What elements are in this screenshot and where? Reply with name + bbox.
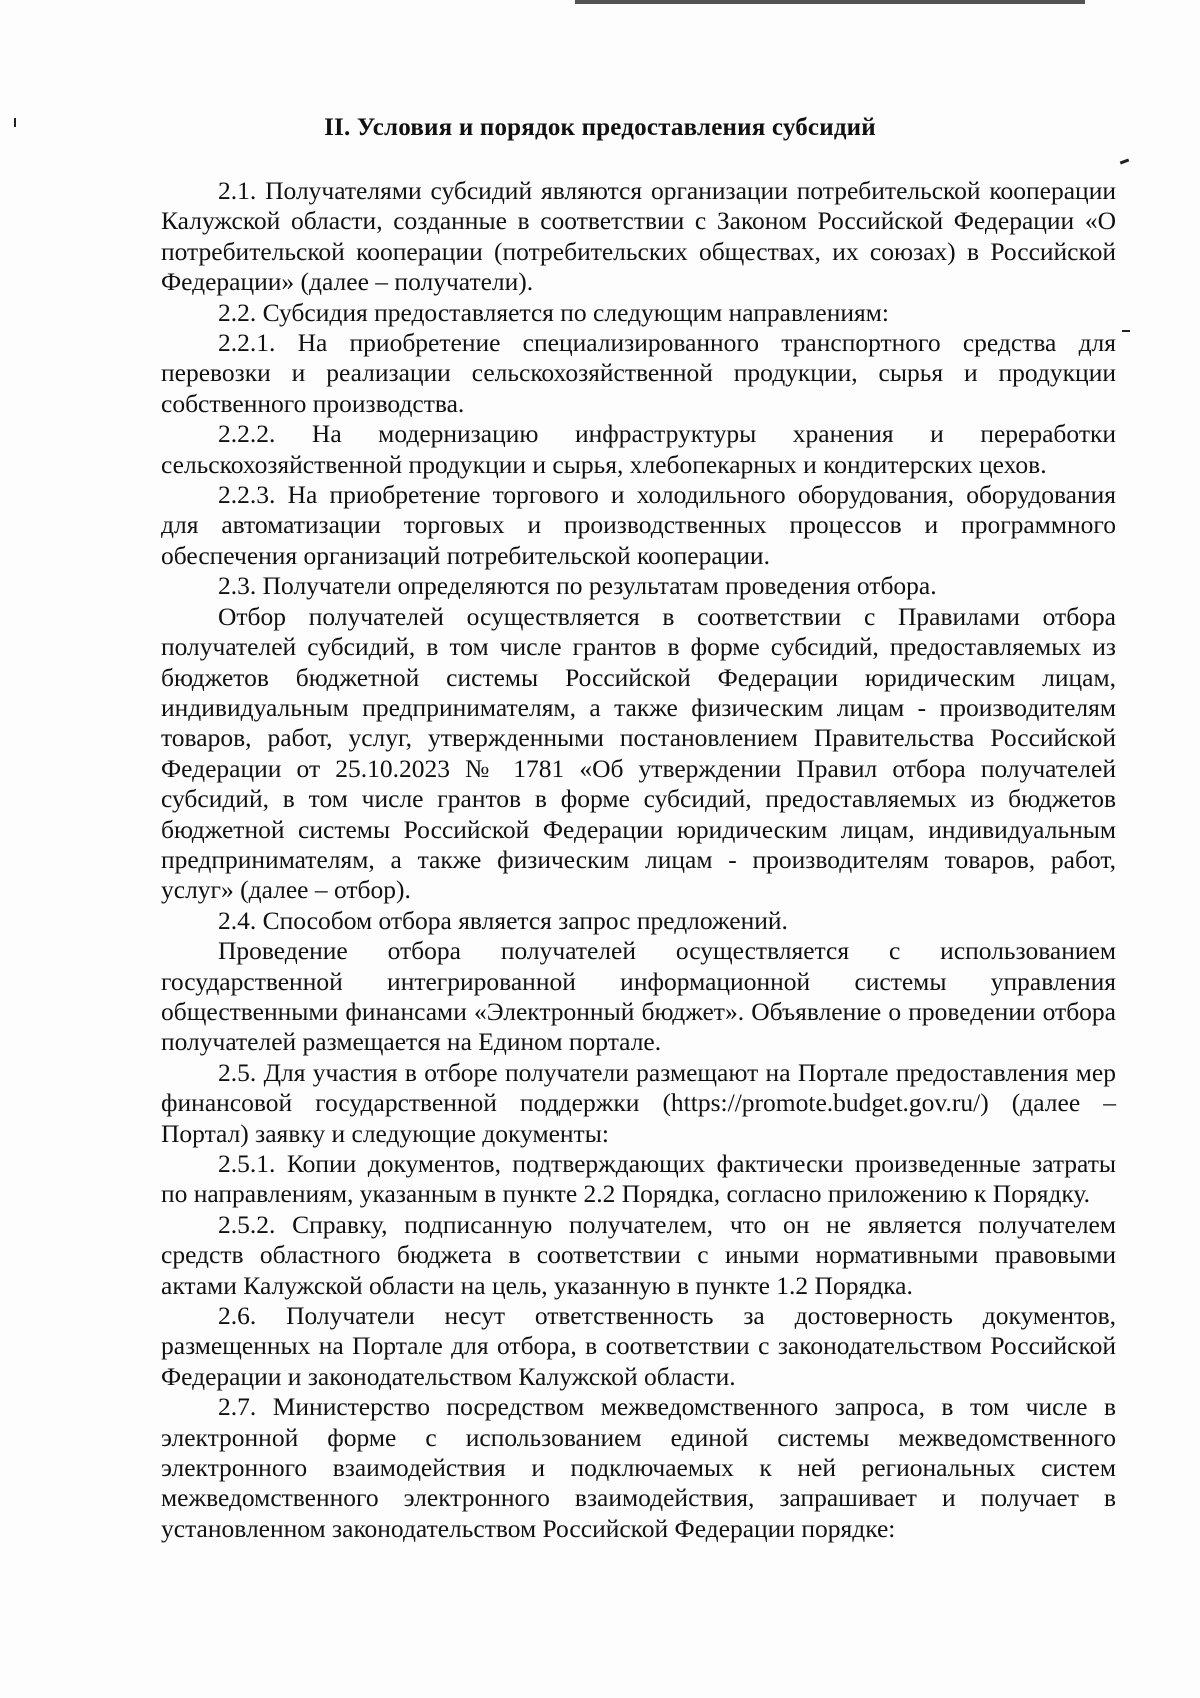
- paragraph-2-7: 2.7. Министерство посредством межведомственного запроса, в том числе в электронной форме с использованием единой системы межведомственного электронного взаимодействия и подключаемых к ней региональных систем межведомственного электронного взаимодействия, запрашивает и получает в установленном законодательством Российской Федерации порядке:: [161, 1392, 1116, 1543]
- paragraph-2-2: 2.2. Субсидия предоставляется по следующим направлениям:: [218, 297, 889, 327]
- paragraph-2-5-2: 2.5.2. Справку, подписанную получателем, что он не является получателем средств областного бюджета в соответствии с иными нормативными правовыми актами Калужской области на цель, указанную в пункте 1.2 Порядка.: [161, 1209, 1116, 1300]
- paragraph-2-3: 2.3. Получатели определяются по результатам проведения отбора.: [218, 571, 937, 601]
- paragraph-2-6: 2.6. Получатели несут ответственность за достоверность документов, размещенных на Портале для отбора, в соответствии с законодательством Российской Федерации и законодательством Калужской области.: [161, 1301, 1116, 1391]
- paragraph-2-1: 2.1. Получателями субсидий являются организации потребительской кооперации Калужской области, созданные в соответствии с Законом Российской Федерации «О потребительской кооперации (потребительских обществах, их союзах) в Российской Федерации» (далее – получатели).: [161, 176, 1116, 297]
- paragraph-selection-rules: Отбор получателей осуществляется в соответствии с Правилами отбора получателей субсидий, в том числе грантов в форме субсидий, предоставляемых из бюджетов бюджетной системы Российской Федерации юридическим лицам, индивидуальным предпринимателям, а также физическим лицам - производителям товаров, работ, услуг, утвержденными постановлением Правительства Российской Федерации от 25.10.2023 № 1781 «Об утверждении Правил отбора получателей субсидий, в том числе грантов в форме субсидий, предоставляемых из бюджетов бюджетной системы Российской Федерации юридическим лицам, индивидуальным предпринимателям, а также физическим лицам - производителям товаров, работ, услуг» (далее – отбор).: [161, 601, 1116, 905]
- paragraph-2-5-1: 2.5.1. Копии документов, подтверждающих фактически произведенные затраты по направлениям, указанным в пункте 2.2 Порядка, согласно приложению к Порядку.: [161, 1149, 1116, 1209]
- paragraph-2-2-3: 2.2.3. На приобретение торгового и холодильного оборудования, оборудования для автоматизации торговых и производственных процессов и программного обеспечения организаций потребительской кооперации.: [161, 480, 1116, 570]
- paragraph-2-2-2: 2.2.2. На модернизацию инфраструктуры хранения и переработки сельскохозяйственной продукции и сырья, хлебопекарных и кондитерских цехов.: [161, 419, 1116, 479]
- paragraph-2-5: 2.5. Для участия в отборе получатели размещают на Портале предоставления мер финансовой государственной поддержки (https://promote.budget.gov.ru/) (далее – Портал) заявку и следующие документы:: [161, 1057, 1116, 1148]
- paragraph-2-2-1: 2.2.1. На приобретение специализированного транспортного средства для перевозки и реализации сельскохозяйственной продукции, сырья и продукции собственного производства.: [161, 328, 1116, 418]
- scan-edge-line: [575, 0, 1085, 4]
- paragraph-selection-procedure: Проведение отбора получателей осуществляется с использованием государственной интегрированной информационной системы управления общественными финансами «Электронный бюджет». Объявление о проведении отбора получателей размещается на Едином портале.: [161, 936, 1116, 1057]
- paragraph-2-4: 2.4. Способом отбора является запрос предложений.: [218, 905, 788, 935]
- document-body: [161, 176, 1116, 1544]
- scan-mark: [1122, 330, 1130, 332]
- section-title: II. Условия и порядок предоставления субсидий: [324, 114, 876, 141]
- scan-mark: [1120, 159, 1129, 165]
